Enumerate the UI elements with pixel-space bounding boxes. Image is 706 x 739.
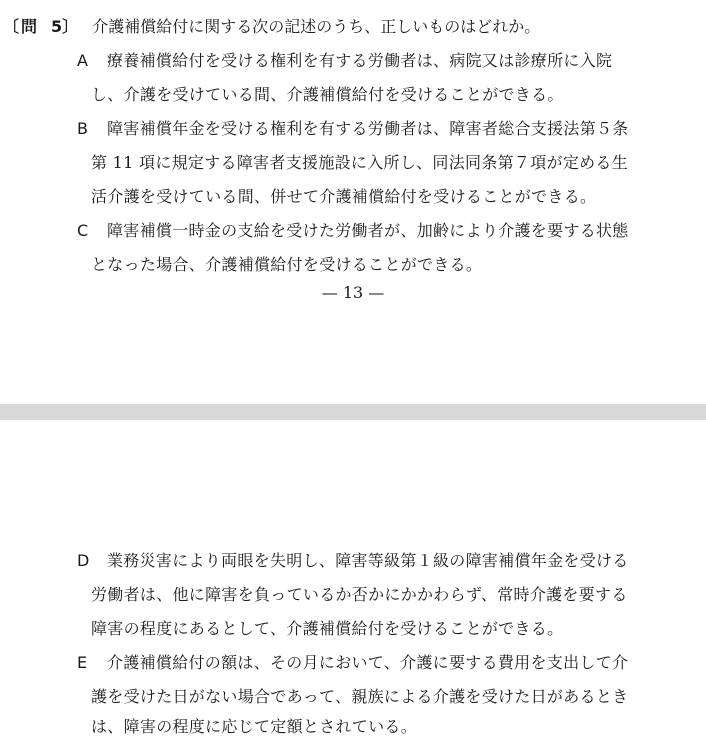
option-e-line-2: 護を受けた日がない場合であって、親族による介護を受けた日があるとき <box>91 687 629 706</box>
option-c-line-1 <box>77 221 629 241</box>
option-d-text-1: 業務災害により両眼を失明し、障害等級第１級の障害補償年金を受ける <box>107 551 629 570</box>
option-e-line-1 <box>77 653 628 673</box>
page-divider <box>0 404 706 420</box>
option-d-line-2: 労働者は、他に障害を負っているか否かにかかわらず、常時介護を要する <box>91 585 628 604</box>
option-a-text-1: 療養補償給付を受ける権利を有する労働者は、病院又は診療所に入院 <box>107 51 613 70</box>
option-b-line-2: 第 11 項に規定する障害者支援施設に入所し、同法同条第７項が定める生 <box>91 153 629 172</box>
option-d-letter: D <box>77 551 90 570</box>
option-c-line-2: となった場合、介護補償給付を受けることができる。 <box>91 255 483 274</box>
option-e-letter: E <box>77 653 88 672</box>
page-number: — 13 — <box>321 283 385 302</box>
question-number: 5 <box>51 17 63 36</box>
option-e-text-1: 介護補償給付の額は、その月において、介護に要する費用を支出して介 <box>107 653 629 672</box>
option-b-line-1 <box>77 119 629 139</box>
option-a-line-1 <box>77 51 612 71</box>
question-label: 問 <box>21 17 38 36</box>
option-c-text-1: 障害補償一時金の支給を受けた労働者が、加齢により介護を要する状態 <box>107 221 629 240</box>
option-b-text-1: 障害補償年金を受ける権利を有する労働者は、障害者総合支援法第５条 <box>107 119 629 138</box>
option-b-line-3: 活介護を受けている間、併せて介護補償給付を受けることができる。 <box>91 187 597 206</box>
page-bottom <box>0 420 706 739</box>
option-c-letter: C <box>77 221 89 240</box>
question-text: 介護補償給付に関する次の記述のうち、正しいものはどれか。 <box>92 17 541 36</box>
option-b-letter: B <box>77 119 89 138</box>
question-heading <box>3 17 540 37</box>
question-close-bracket: 〕 <box>62 17 79 36</box>
option-e-line-3: は、障害の程度に応じて定額とされている。 <box>91 717 418 736</box>
question-open-bracket: 〔 <box>3 17 20 36</box>
option-d-line-3: 障害の程度にあるとして、介護補償給付を受けることができる。 <box>91 619 564 638</box>
option-a-line-2: し、介護を受けている間、介護補償給付を受けることができる。 <box>91 85 564 104</box>
option-d-line-1 <box>77 551 629 571</box>
option-a-letter: A <box>77 51 89 70</box>
